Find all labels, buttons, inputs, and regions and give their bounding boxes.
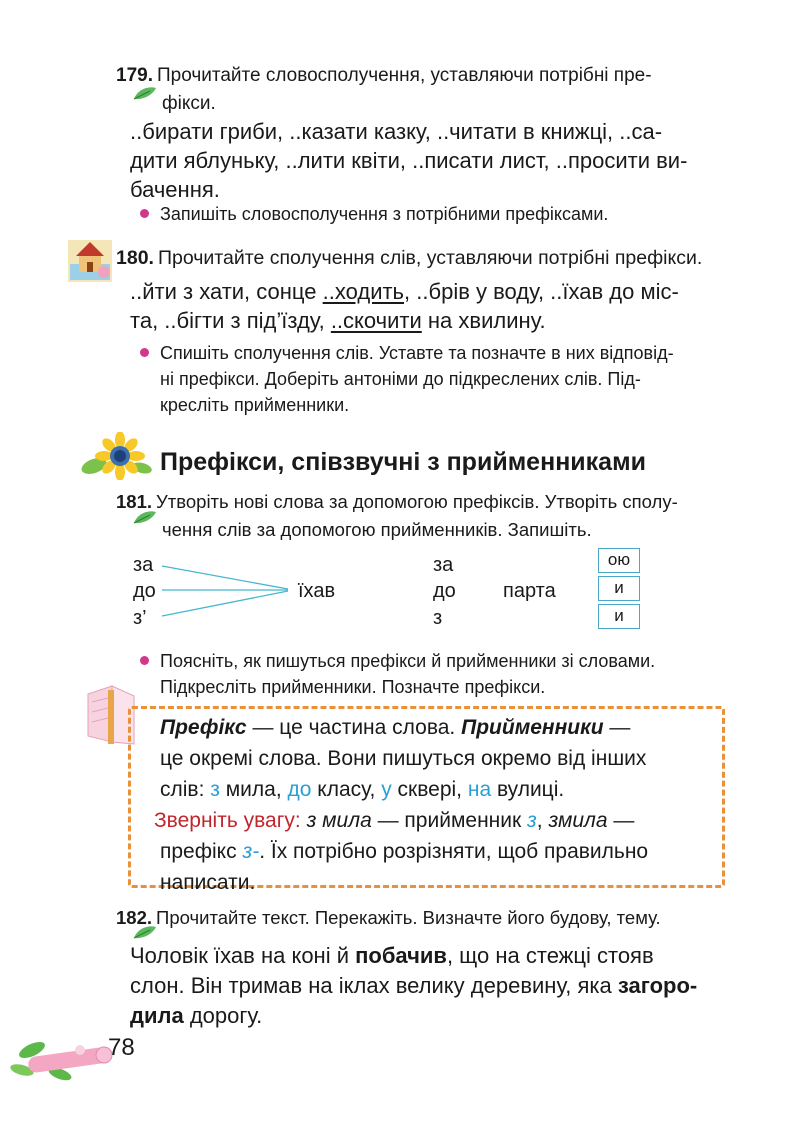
house-picture-icon [64,234,116,286]
ending-box: и [598,576,640,601]
exercise-number: 182. [116,907,153,928]
prefix-word: за [133,554,154,576]
connector-lines [160,560,295,620]
term-prepositions: Прийменники [461,716,604,739]
exercise-179-text: ..бирати гриби, ..казати казку, ..читати в книжці, ..са- дити яблуньку, ..лити квіти, ..писати лист, ..просити ви- бачення. [130,119,688,202]
exercise-179-task: Запишіть словосполучення з потрібними префіксами. [160,204,609,224]
ending-box: и [598,604,640,629]
prefix-word: з’ [133,607,147,629]
exercise-181-task: Поясніть, як пишуться префікси й прийменники зі словами. Підкресліть прийменники. Позначте префікси. [160,651,656,697]
noun-word: парта [503,580,556,602]
bullet-icon [140,348,149,357]
scroll-decoration-icon [10,1030,120,1086]
ending-box: ою [598,548,640,573]
exercise-180-instruction: 180. Прочитайте сполучення слів, уставляючи потрібні префікси. [116,247,703,269]
prefix-word: до [133,580,156,602]
underlined-word: ..скочити [330,308,422,333]
exercise-179-instruction: 179. Прочитайте словосполучення, уставляючи потрібні пре- фікси. [116,65,652,114]
exercise-number: 181. [116,491,153,512]
term-prefix: Префікс [160,716,247,739]
sunflower-icon [80,432,152,480]
exercise-number: 179. [116,65,153,86]
preposition-word: до [433,580,456,602]
attention-label: Зверніть увагу: [154,809,301,832]
exercise-182-text: Чоловік їхав на коні й побачив, що на стежці стояв слон. Він тримав на іклах велику деревину, яка загоро- дила дорогу. [130,943,698,1028]
page-number: 78 [108,1034,135,1061]
verb-word: їхав [298,580,336,602]
section-title: Префікси, співзвучні з прийменниками [160,448,646,476]
preposition-word: за [433,554,454,576]
exercise-181-instruction: 181. Утворіть нові слова за допомогою префіксів. Утворіть сполу- чення слів за допомогою прийменників. Запишіть. [116,491,678,540]
preposition-word: з [433,607,443,629]
exercise-180-text: ..йти з хати, сонце ..ходить, ..брів у воду, ..їхав до міс- та, ..бігти з під’їзду, ..скочити на хвилину. [130,279,679,333]
exercise-number: 180. [116,247,154,269]
bullet-icon [140,656,149,665]
bullet-icon [140,209,149,218]
underlined-word: ..ходить [322,279,405,304]
rule-text: Префікс — це частина слова. Прийменники — це окремі слова. Вони пишуться окремо від інших слів: з мила, до класу, у сквері, на вулиці. Зверніть увагу: з мила — прийменник з, змила — префікс з-. Їх потрібно розрізняти, щоб правильно написати. [154,716,649,894]
exercise-182-instruction: 182. Прочитайте текст. Перекажіть. Визначте його будову, тему. [116,907,661,928]
exercise-180-task: Спишіть сполучення слів. Уставте та позначте в них відповід- ні префікси. Доберіть антоніми до підкреслених слів. Під- кресліть прийменники. [160,343,674,415]
